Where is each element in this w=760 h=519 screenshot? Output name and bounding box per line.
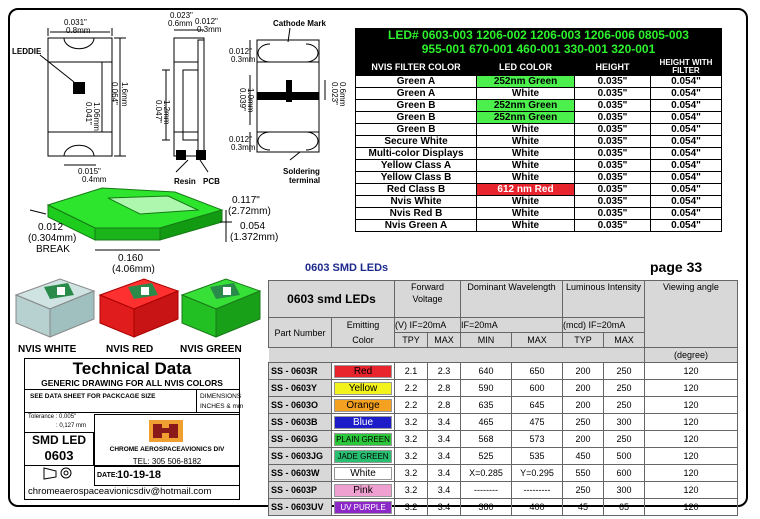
smd-l-typ: 200: [563, 397, 604, 414]
smd-color-cell: [332, 414, 395, 431]
dim-side-mm: 0.6mm: [168, 19, 193, 28]
nvis-height-cell: 0.035": [575, 208, 651, 220]
dim-length-in: 0.064": [110, 82, 119, 105]
smd-part-cell: SS - 0603R: [269, 363, 332, 380]
part-label: SMD LED: [32, 433, 86, 447]
nvis-led-cell: White: [477, 196, 575, 208]
smd-table-row: [269, 448, 738, 465]
title-block-title: Technical Data: [72, 359, 192, 378]
dim-inner-in: 0.041": [84, 102, 93, 125]
nvis-table-body: [356, 76, 722, 232]
soldering-label: Soldering: [283, 167, 320, 176]
nvis-hwf-cell: 0.054": [651, 100, 722, 112]
nvis-hwf-cell: 0.054": [651, 220, 722, 232]
nvis-table-row: [356, 172, 722, 184]
nvis-led-cell: White: [477, 148, 575, 160]
smd-l-max: 250: [604, 363, 645, 380]
smd-l-typ: 200: [563, 380, 604, 397]
swatch-white-label: NVIS WHITE: [18, 344, 77, 355]
smd-l-typ: 250: [563, 414, 604, 431]
smd-l-max: 600: [604, 465, 645, 482]
swatch-white: [16, 279, 94, 337]
nvis-filter-cell: Yellow Class B: [356, 172, 477, 184]
smd-l-typ: 550: [563, 465, 604, 482]
smd-table-title: 0603 smd LEDs: [269, 281, 395, 318]
dim-height-mm: (1.372mm): [230, 232, 279, 243]
nvis-filter-cell: Multi-color Displays: [356, 148, 477, 160]
nvis-swatches: [12, 275, 262, 345]
smd-v-max: 2.8: [428, 380, 461, 397]
smd-table-row: [269, 414, 738, 431]
dim-pad-in: 0.015": [78, 167, 101, 176]
smd-v-typ: 3.2: [395, 431, 428, 448]
smd-v-max: 3.4: [428, 482, 461, 499]
nvis-height-cell: 0.035": [575, 100, 651, 112]
nvis-filter-cell: Yellow Class A: [356, 160, 477, 172]
smd-color-chip: Red: [334, 365, 392, 378]
see-sheet-text: SEE DATA SHEET FOR PACKCAGE SIZE: [30, 393, 156, 400]
led-part-line-1: LED# 0603-003 1206-002 1206-003 1206-006 0805-003: [388, 28, 689, 42]
smd-angle: 120: [645, 465, 738, 482]
dim-mid-mm: 1.0mm: [246, 88, 255, 113]
smd-w-max: 600: [512, 380, 563, 397]
nvis-height-cell: 0.035": [575, 196, 651, 208]
smd-v-typ: 3.2: [395, 465, 428, 482]
nvis-hwf-cell: 0.054": [651, 124, 722, 136]
nvis-table-row: [356, 196, 722, 208]
smd-v-max: 3.4: [428, 465, 461, 482]
nvis-height-cell: 0.035": [575, 220, 651, 232]
cathode-mark-label: Cathode Mark: [273, 19, 326, 28]
nvis-filter-cell: Green B: [356, 124, 477, 136]
smd-w-min: 640: [461, 363, 512, 380]
smd-v-max: 3.4: [428, 499, 461, 516]
nvis-filter-cell: Green A: [356, 76, 477, 88]
nvis-hwf-cell: 0.054": [651, 76, 722, 88]
nvis-table-row: [356, 220, 722, 232]
smd-angle: 120: [645, 482, 738, 499]
va-header: Viewing angle: [645, 281, 738, 348]
dim-pad-mm: 0.4mm: [82, 175, 107, 184]
nvis-table-row: [356, 100, 722, 112]
company-tel: TEL: 305 506-8182: [132, 457, 202, 466]
nvis-height-cell: 0.035": [575, 76, 651, 88]
tolerance-label: Tolerance : 0.005": [28, 414, 77, 420]
smd-part-cell: SS - 0603W: [269, 465, 332, 482]
nvis-filter-cell: Nvis White: [356, 196, 477, 208]
smd-w-max: Y=0.295: [512, 465, 563, 482]
nvis-filter-cell: Nvis Red B: [356, 208, 477, 220]
smd-l-typ: 450: [563, 448, 604, 465]
nvis-led-cell: White: [477, 220, 575, 232]
smd-l-max: 300: [604, 414, 645, 431]
smd-degree-spacer: [269, 348, 645, 363]
smd-v-typ: 3.2: [395, 448, 428, 465]
smd-w-min: X=0.285: [461, 465, 512, 482]
nvis-led-cell: 612 nm Red: [477, 184, 575, 196]
nvis-filter-cell: Green B: [356, 112, 477, 124]
smd-v-typ: 3.2: [395, 482, 428, 499]
tolerance-mm: : 0,127 mm: [56, 423, 87, 429]
smd-color-chip: PLAIN GREEN: [334, 433, 392, 446]
smd-w-min: 465: [461, 414, 512, 431]
smd-table-row: [269, 499, 738, 516]
smd-part-cell: SS - 0603JG: [269, 448, 332, 465]
nvis-hwf-cell: 0.054": [651, 112, 722, 124]
smd-v-max: 3.4: [428, 431, 461, 448]
dim-bot-pad-mm: 0.3mm: [231, 143, 256, 152]
degree-label: (degree): [645, 348, 738, 363]
nvis-table-row: [356, 76, 722, 88]
smd-part-cell: SS - 0603O: [269, 397, 332, 414]
leddie-label: LEDDIE: [12, 47, 42, 56]
dim-break-mm: (0.304mm): [28, 233, 77, 244]
smd-table-row: [269, 465, 738, 482]
projection-icon: [42, 466, 76, 480]
smd-color-cell: [332, 448, 395, 465]
nvis-filter-cell: Red Class B: [356, 184, 477, 196]
nvis-hwf-cell: 0.054": [651, 208, 722, 220]
smd-part-cell: SS - 0603B: [269, 414, 332, 431]
dim-3d-length-mm: (2.72mm): [228, 206, 271, 217]
dim-width-in: 0.031": [64, 18, 87, 27]
smd-color-cell: [332, 482, 395, 499]
smd-l-typ: 250: [563, 482, 604, 499]
li-condition: (mcd) IF=20mA: [563, 318, 645, 333]
smd-w-min: 590: [461, 380, 512, 397]
dim-side-length-in: 0.047": [154, 100, 163, 123]
nvis-height-cell: 0.035": [575, 124, 651, 136]
dim-top-pad-mm: 0.3mm: [231, 55, 256, 64]
smd-angle: 120: [645, 414, 738, 431]
smd-w-max: 650: [512, 363, 563, 380]
title-block-subtitle: GENERIC DRAWING FOR ALL NVIS COLORS: [41, 378, 223, 388]
li-header: Luminous Intensity: [563, 281, 645, 318]
date-value: 10-19-18: [117, 469, 162, 481]
nvis-height-cell: 0.035": [575, 160, 651, 172]
dim-break-in: 0.012: [38, 222, 64, 233]
dim-bot-pad-in: 0.012": [229, 135, 252, 144]
smd-color-chip: Blue: [334, 416, 392, 429]
nvis-filter-table: [355, 58, 722, 232]
fv-condition: (V) IF=20mA: [395, 318, 461, 333]
dim-3d-width-in: 0.160: [118, 253, 144, 264]
nvis-table-row: [356, 136, 722, 148]
smd-w-max: 535: [512, 448, 563, 465]
smd-table-row: [269, 431, 738, 448]
smd-part-cell: SS - 0603G: [269, 431, 332, 448]
smd-v-typ: 2.1: [395, 363, 428, 380]
smd-color-chip: Pink: [334, 484, 392, 497]
nvis-height-cell: 0.035": [575, 88, 651, 100]
col-height: HEIGHT: [575, 59, 651, 76]
swatch-red-label: NVIS RED: [106, 344, 154, 355]
company-logo-icon: [148, 418, 184, 444]
dimensions-label: DIMENSIONS: [200, 393, 242, 400]
smd-color-chip: Yellow: [334, 382, 392, 395]
date-label: DATE:: [97, 472, 118, 479]
smd-table-row: [269, 363, 738, 380]
email-link[interactable]: chromeaerospaceavionicsdiv@hotmail.com: [28, 486, 212, 497]
nvis-led-cell: 252nm Green: [477, 112, 575, 124]
swatch-green-label: NVIS GREEN: [180, 344, 242, 355]
dim-mid-in: 0.039": [238, 88, 247, 111]
nvis-hwf-cell: 0.054": [651, 136, 722, 148]
nvis-filter-cell: Nvis Green A: [356, 220, 477, 232]
part-number: 0603: [44, 448, 74, 463]
smd-part-cell: SS - 0603UV: [269, 499, 332, 516]
dim-height-in: 0.054: [240, 221, 266, 232]
smd-part-cell: SS - 0603Y: [269, 380, 332, 397]
dim-side2-in: 0.012": [195, 17, 218, 26]
smd-v-max: 2.3: [428, 363, 461, 380]
fv-header: Forward Voltage: [395, 281, 461, 318]
part-number-header: Part Number: [269, 318, 332, 348]
smd-color-cell: [332, 380, 395, 397]
nvis-led-cell: White: [477, 136, 575, 148]
nvis-filter-cell: Green A: [356, 88, 477, 100]
pcb-label: PCB: [203, 177, 220, 186]
smd-color-chip: JADE GREEN: [334, 450, 392, 463]
nvis-led-cell: 252nm Green: [477, 76, 575, 88]
section-title: 0603 SMD LEDs: [305, 262, 389, 274]
smd-degree-row: [269, 348, 738, 363]
smd-l-max: 250: [604, 380, 645, 397]
smd-table-row: [269, 397, 738, 414]
dw-header: Dominant Wavelength: [461, 281, 563, 318]
smd-color-chip: Orange: [334, 399, 392, 412]
dw-max: MAX: [512, 333, 563, 348]
smd-angle: 120: [645, 448, 738, 465]
nvis-table-row: [356, 124, 722, 136]
smd-w-max: 400: [512, 499, 563, 516]
smd-v-max: 3.4: [428, 414, 461, 431]
nvis-table-row: [356, 184, 722, 196]
nvis-table-row: [356, 112, 722, 124]
dim-width-mm: 0.8mm: [66, 26, 91, 35]
color-header: Color: [332, 333, 395, 348]
terminal-label: terminal: [289, 176, 321, 185]
company-name: CHROME AEROSPACEAVIONICS DIV: [109, 446, 225, 453]
nvis-height-cell: 0.035": [575, 172, 651, 184]
units-label: INCHES & mm: [200, 403, 244, 410]
nvis-table-row: [356, 148, 722, 160]
emitting-header: Emitting: [332, 318, 395, 333]
smd-v-max: 2.8: [428, 397, 461, 414]
dim-side2-mm: 0.3mm: [197, 25, 222, 34]
swatch-green: [182, 279, 260, 337]
nvis-led-cell: White: [477, 208, 575, 220]
smd-l-max: 65: [604, 499, 645, 516]
led-die-mark: [73, 82, 85, 94]
smd-l-typ: 45: [563, 499, 604, 516]
nvis-led-cell: White: [477, 172, 575, 184]
dim-side-length-mm: 1.2mm: [162, 100, 171, 125]
smd-v-typ: 3.2: [395, 499, 428, 516]
smd-angle: 120: [645, 397, 738, 414]
smd-part-cell: SS - 0603P: [269, 482, 332, 499]
smd-l-max: 250: [604, 397, 645, 414]
smd-w-max: 645: [512, 397, 563, 414]
nvis-height-cell: 0.035": [575, 136, 651, 148]
smd-w-max: ---------: [512, 482, 563, 499]
smd-color-cell: [332, 465, 395, 482]
smd-angle: 120: [645, 431, 738, 448]
nvis-table-row: [356, 208, 722, 220]
fv-typ: TPY: [395, 333, 428, 348]
li-typ: TYP: [563, 333, 604, 348]
smd-color-cell: [332, 363, 395, 380]
nvis-hwf-cell: 0.054": [651, 184, 722, 196]
smd-led-table: [268, 280, 738, 516]
nvis-led-cell: White: [477, 160, 575, 172]
nvis-led-cell: 252nm Green: [477, 100, 575, 112]
smd-w-min: 380: [461, 499, 512, 516]
smd-v-typ: 2.2: [395, 380, 428, 397]
nvis-led-cell: White: [477, 124, 575, 136]
smd-color-chip: UV PURPLE: [334, 501, 392, 514]
nvis-table-header: [356, 59, 722, 76]
smd-table-row: [269, 482, 738, 499]
nvis-table-row: [356, 160, 722, 172]
dim-mark-in: 0.023": [330, 82, 339, 105]
smd-v-max: 3.4: [428, 448, 461, 465]
smd-v-typ: 2.2: [395, 397, 428, 414]
smd-color-cell: [332, 499, 395, 516]
smd-w-min: 525: [461, 448, 512, 465]
smd-color-chip: White: [334, 467, 392, 480]
dim-side-in: 0.023": [170, 11, 193, 20]
dw-min: MIN: [461, 333, 512, 348]
smd-l-typ: 200: [563, 363, 604, 380]
smd-w-max: 573: [512, 431, 563, 448]
smd-table-body: [269, 363, 738, 516]
col-height-with-filter: HEIGHT WITH FILTER: [651, 59, 722, 76]
dim-length-mm: 1.6mm: [120, 82, 129, 107]
smd-l-max: 250: [604, 431, 645, 448]
dim-mark-mm: 0.6mm: [338, 82, 347, 107]
smd-w-min: 635: [461, 397, 512, 414]
nvis-led-cell: White: [477, 88, 575, 100]
swatch-red: [100, 279, 178, 337]
nvis-hwf-cell: 0.054": [651, 148, 722, 160]
nvis-filter-cell: Secure White: [356, 136, 477, 148]
smd-table-row: [269, 380, 738, 397]
dim-3d-length-in: 0.117": [232, 195, 260, 206]
nvis-hwf-cell: 0.054": [651, 160, 722, 172]
smd-w-max: 475: [512, 414, 563, 431]
col-filter-color: NVIS FILTER COLOR: [356, 59, 477, 76]
dim-inner-mm: 1.06mm: [92, 102, 101, 131]
smd-l-max: 300: [604, 482, 645, 499]
li-max: MAX: [604, 333, 645, 348]
smd-angle: 120: [645, 363, 738, 380]
resin-label: Resin: [174, 177, 196, 186]
dim-top-pad-in: 0.012": [229, 47, 252, 56]
smd-w-min: 568: [461, 431, 512, 448]
nvis-height-cell: 0.035": [575, 184, 651, 196]
smd-angle: 120: [645, 499, 738, 516]
smd-angle: 120: [645, 380, 738, 397]
dim-3d-width-mm: (4.06mm): [112, 264, 155, 275]
break-label: BREAK: [36, 244, 70, 255]
nvis-hwf-cell: 0.054": [651, 172, 722, 184]
smd-v-typ: 3.2: [395, 414, 428, 431]
smd-w-min: --------: [461, 482, 512, 499]
smd-color-cell: [332, 431, 395, 448]
nvis-height-cell: 0.035": [575, 148, 651, 160]
nvis-filter-cell: Green B: [356, 100, 477, 112]
nvis-hwf-cell: 0.054": [651, 88, 722, 100]
col-led-color: LED COLOR: [477, 59, 575, 76]
fv-max: MAX: [428, 333, 461, 348]
nvis-height-cell: 0.035": [575, 112, 651, 124]
smd-color-cell: [332, 397, 395, 414]
dw-condition: IF=20mA: [461, 318, 563, 333]
led-part-header: [355, 28, 722, 58]
smd-l-typ: 200: [563, 431, 604, 448]
smd-l-max: 500: [604, 448, 645, 465]
nvis-hwf-cell: 0.054": [651, 196, 722, 208]
led-part-line-2: 955-001 670-001 460-001 330-001 320-001: [421, 42, 656, 56]
page-label: page 33: [650, 259, 703, 275]
nvis-table-row: [356, 88, 722, 100]
